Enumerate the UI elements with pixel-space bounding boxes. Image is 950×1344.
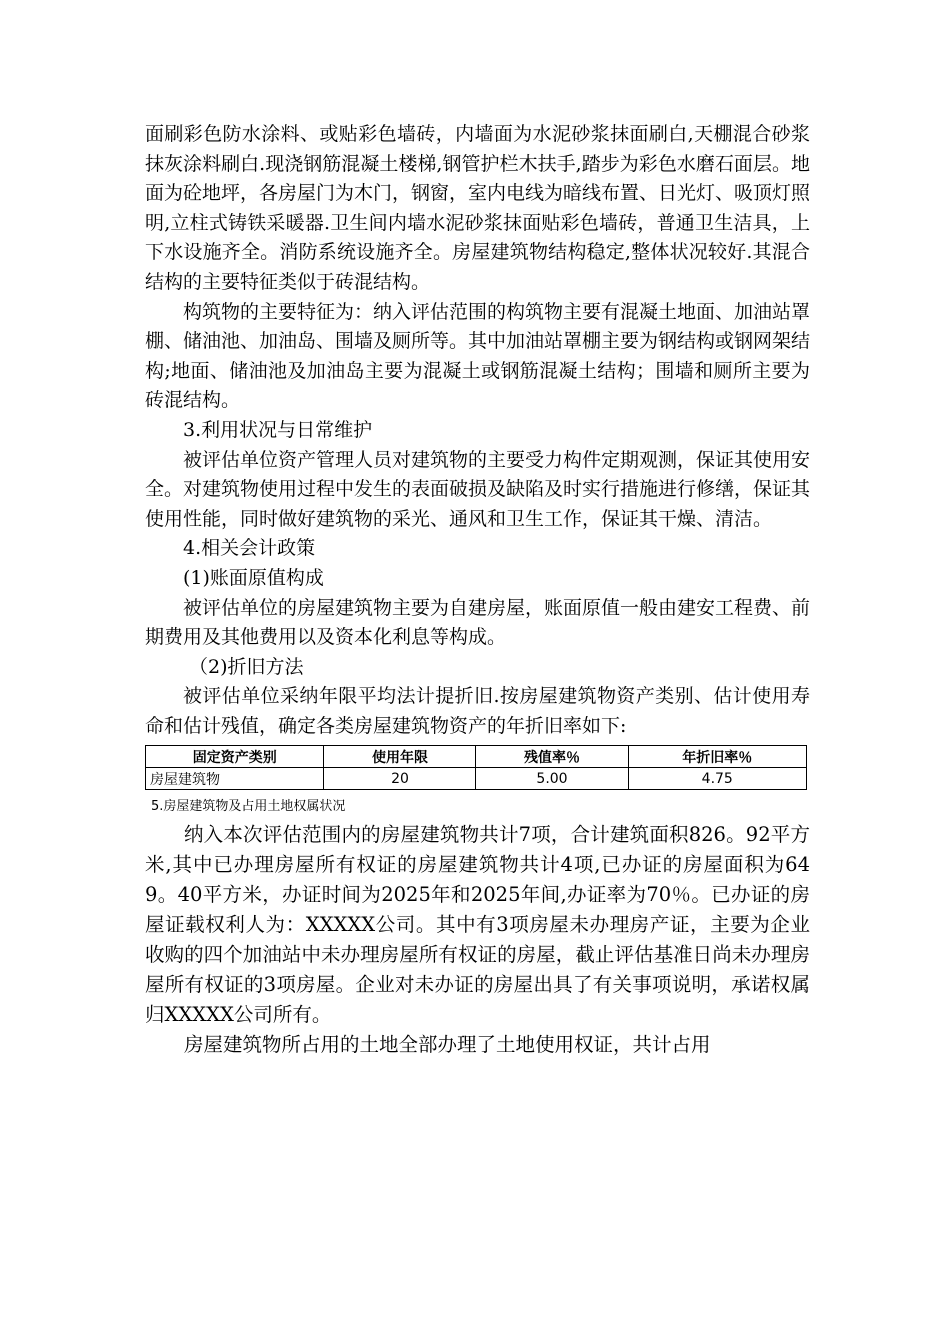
heading-usage-maintenance: 3.利用状况与日常维护 [183, 418, 373, 441]
table-cell-rate: 4.75 [628, 768, 807, 790]
paragraph-structures: 构筑物的主要特征为：纳入评估范围的构筑物主要有混凝土地面、加油站罩棚、储油池、加油岛、围墙及厕所等。其中加油站罩棚主要为钢结构或钢网架结构;地面、储油池及加油岛主要为混凝土或钢筋混凝土结构；围墙和厕所主要为砖混结构。 [145, 300, 811, 412]
table-cell-residual: 5.00 [476, 768, 628, 790]
table-header-life: 使用年限 [324, 746, 476, 768]
table-header-row [146, 746, 807, 768]
paragraph-book-value: 被评估单位的房屋建筑物主要为自建房屋，账面原值一般由建安工程费、前期费用及其他费用以及资本化利息等构成。 [145, 596, 811, 649]
table-header-residual: 残值率％ [476, 746, 628, 768]
table-header-category: 固定资产类别 [146, 746, 324, 768]
table-cell-category: 房屋建筑物 [146, 768, 324, 790]
paragraph-land-use: 房屋建筑物所占用的土地全部办理了土地使用权证，共计占用 [184, 1033, 711, 1057]
document-page [145, 120, 810, 1060]
paragraph-wall-finish: 面刷彩色防水涂料、或贴彩色墙砖，内墙面为水泥砂浆抹面刷白,天棚混合砂浆抹灰涂料刷白.现浇钢筋混凝土楼梯,钢管护栏木扶手,踏步为彩色水磨石面层。地面为砼地坪，各房屋门为木门，钢窗，室内电线为暗线布置、日光灯、吸顶灯照明,立柱式铸铁采暖器.卫生间内墙水泥砂浆抹面贴彩色墙砖，普通卫生洁具，上下水设施齐全。消防系统设施齐全。房屋建筑物结构稳定,整体状况较好.其混合结构的主要特征类似于砖混结构。 [145, 123, 811, 293]
heading-book-value: (1)账面原值构成 [183, 566, 324, 589]
table-header-rate: 年折旧率％ [628, 746, 807, 768]
depreciation-table [145, 745, 807, 790]
paragraph-maintenance: 被评估单位资产管理人员对建筑物的主要受力构件定期观测，保证其使用安全。对建筑物使用过程中发生的表面破损及缺陷及时实行措施进行修缮，保证其使用性能，同时做好建筑物的采光、通风和卫生工作，保证其干燥、清洁。 [145, 448, 811, 530]
heading-accounting-policy: 4.相关会计政策 [183, 537, 316, 560]
table-cell-life: 20 [324, 768, 476, 790]
heading-ownership: 5.房屋建筑物及占用土地权属状况 [151, 799, 346, 815]
table-row [146, 768, 807, 790]
paragraph-depreciation: 被评估单位采纳年限平均法计提折旧.按房屋建筑物资产类别、估计使用寿命和估计残值，确定各类房屋建筑物资产的年折旧率如下: [145, 685, 810, 737]
paragraph-ownership: 纳入本次评估范围内的房屋建筑物共计7项，合计建筑面积826。92平方米,其中已办理房屋所有权证的房屋建筑物共计4项,已办证的房屋面积为649。40平方米，办证时间为2025年和2025年间,办证率为70％。已办证的房屋证载权利人为：XXXXX公司。其中有3项房屋未办理房产证，主要为企业收购的四个加油站中未办理房屋所有权证的房屋，截止评估基准日尚未办理房屋所有权证的3项房屋。企业对未办证的房屋出具了有关事项说明，承诺权属归XXXXX公司所有。 [145, 823, 810, 1027]
heading-depreciation: （2)折旧方法 [189, 655, 304, 678]
